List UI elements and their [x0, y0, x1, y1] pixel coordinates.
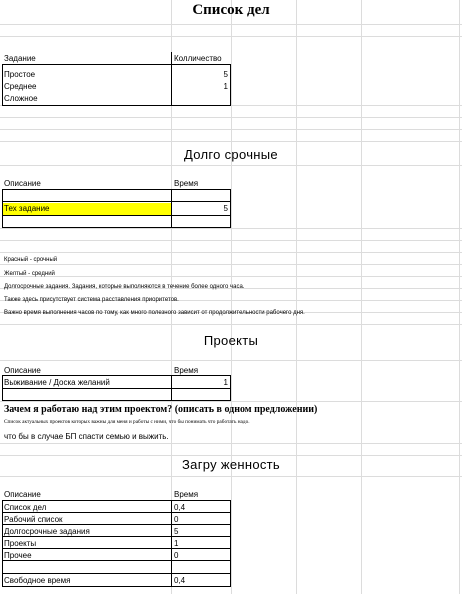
- table-border: [2, 64, 3, 106]
- grid-line: [0, 443, 462, 444]
- table4-row-label[interactable]: Проекты: [4, 539, 37, 548]
- table4-row-value[interactable]: 5: [174, 527, 179, 536]
- grid-line: [0, 129, 462, 130]
- table-border: [171, 500, 172, 587]
- table-border: [2, 375, 231, 376]
- table4-row-value[interactable]: 0: [174, 515, 179, 524]
- note-line: Желтый - средний: [4, 271, 55, 277]
- grid-line: [459, 0, 460, 594]
- note-line: Также здесь присутствует система расставления приоритетов.: [4, 297, 179, 303]
- table3-row-value[interactable]: 1: [223, 378, 228, 387]
- grid-line: [0, 240, 462, 241]
- table3-header-description: Описание: [4, 366, 41, 375]
- table4-row-label[interactable]: Долгосрочные задания: [4, 527, 90, 536]
- table-border: [2, 573, 231, 574]
- section-heading-projects: Проекты: [203, 333, 259, 348]
- grid-line: [0, 476, 462, 477]
- table1-row-label[interactable]: Сложное: [4, 94, 38, 103]
- note-line: Долгосрочные задания. Задания, которые выполняются в течение более одного часа.: [4, 284, 245, 290]
- table1-header-count: Колличество: [174, 54, 222, 63]
- table-border: [230, 189, 231, 228]
- table-border: [2, 500, 3, 587]
- table-border: [171, 189, 172, 228]
- table4-row-label[interactable]: Прочее: [4, 551, 32, 560]
- table-border: [2, 388, 231, 389]
- table-border: [2, 375, 3, 401]
- table-border: [2, 512, 231, 513]
- table-border: [2, 215, 231, 216]
- table1-row-label[interactable]: Среднее: [4, 82, 37, 91]
- table-border: [2, 560, 231, 561]
- grid-line: [0, 141, 462, 142]
- grid-line: [361, 0, 362, 594]
- table-border: [230, 375, 231, 401]
- table-border: [230, 500, 231, 587]
- table-border: [2, 105, 231, 106]
- grid-line: [0, 360, 462, 361]
- project-answer: что бы в случае БП спасти семью и выжить.: [4, 432, 169, 441]
- table-border: [2, 524, 231, 525]
- section-heading-longterm: Долго срочные: [184, 147, 278, 162]
- grid-line: [231, 0, 232, 594]
- table2-header-time: Время: [174, 179, 199, 188]
- grid-line: [0, 24, 462, 25]
- grid-line: [0, 252, 462, 253]
- note-line: Важно время выполнения часов по тому, как много полезного зависит от продолжительности рабочего дня.: [4, 310, 305, 316]
- grid-line: [0, 117, 462, 118]
- table1-row-value[interactable]: 1: [223, 82, 228, 91]
- table4-header-description: Описание: [4, 490, 41, 499]
- table-border: [2, 400, 231, 401]
- page-title: Список дел: [192, 2, 270, 18]
- table-border: [230, 64, 231, 106]
- table2-row-value[interactable]: 5: [223, 204, 228, 213]
- table-border: [2, 64, 231, 65]
- note-line: Красный - срочный: [4, 257, 58, 263]
- table2-header-description: Описание: [4, 179, 41, 188]
- table4-row-label[interactable]: Рабочий список: [4, 515, 63, 524]
- grid-line: [0, 455, 462, 456]
- grid-line: [0, 228, 462, 229]
- table4-row-value[interactable]: 1: [174, 539, 179, 548]
- table4-row-label[interactable]: Свободное время: [4, 576, 71, 585]
- table-border: [2, 227, 231, 228]
- grid-line: [0, 276, 462, 277]
- table-border: [171, 375, 172, 401]
- table-border: [2, 201, 231, 202]
- table4-row-value[interactable]: 0,4: [174, 576, 186, 585]
- table-border: [2, 189, 3, 228]
- table-border: [171, 52, 172, 106]
- project-answer-small: Список актуальных проектов которых важны для меня и работы с ними, что бы понимать что работать надо.: [4, 419, 250, 425]
- section-heading-workload: Загру женность: [182, 457, 280, 472]
- grid-line: [0, 401, 462, 402]
- grid-line: [0, 36, 462, 37]
- table1-row-value[interactable]: 5: [223, 70, 228, 79]
- table4-row-value[interactable]: 0: [174, 551, 179, 560]
- table4-row-label[interactable]: Список дел: [4, 503, 47, 512]
- grid-line: [0, 165, 462, 166]
- grid-line: [0, 264, 462, 265]
- table4-row-value[interactable]: 0,4: [174, 503, 186, 512]
- table-border: [2, 536, 231, 537]
- table-border: [2, 586, 231, 587]
- grid-line: [296, 0, 297, 594]
- table4-header-time: Время: [174, 490, 199, 499]
- table3-header-time: Время: [174, 366, 199, 375]
- project-question: Зачем я работаю над этим проектом? (описать в одном предложении): [4, 404, 318, 415]
- table-border: [2, 548, 231, 549]
- grid-line: [0, 324, 462, 325]
- table1-header-task: Задание: [4, 54, 36, 63]
- table2-row-label[interactable]: Тех задание: [4, 204, 50, 213]
- table-border: [2, 500, 231, 501]
- table-border: [2, 189, 231, 190]
- table3-row-label[interactable]: Выживание / Доска желаний: [4, 378, 110, 387]
- table1-row-label[interactable]: Простое: [4, 70, 36, 79]
